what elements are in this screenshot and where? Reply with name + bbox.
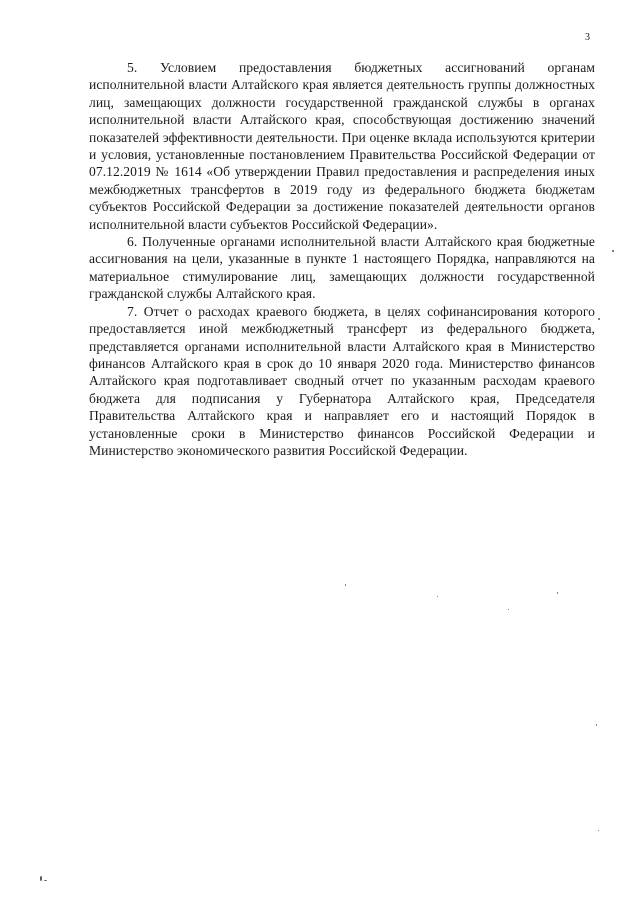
page-number: 3 [585,32,590,43]
scan-speck [598,318,600,320]
scan-speck [612,250,614,252]
scan-speck [598,830,599,831]
paragraph-5: 5. Условием предоставления бюджетных ассигнований органам исполнительной власти Алтайского края является деятельность группы должностных лиц, замещающих должности государственной гражданской службы в органах исполнительной власти Алтайского края, способствующая достижению значений показателей эффективности деятельности. При оценке вклада используются критерии и условия, установленные постановлением Правительства Российской Федерации от 07.12.2019 № 1614 «Об утверждении Правил предоставления и распределения иных межбюджетных трансфертов в 2019 году из федерального бюджета бюджетам субъектов Российской Федерации за достижение показателей деятельности органов исполнительной власти субъектов Российской Федерации». [89,60,595,232]
paragraph-6: 6. Полученные органами исполнительной власти Алтайского края бюджетные ассигнования на цели, указанные в пункте 1 настоящего Порядка, направляются на материальное стимулирование лиц, замещающих должности государственной гражданской службы Алтайского края. [89,234,595,302]
scan-speck [508,609,509,610]
paragraph-7: 7. Отчет о расходах краевого бюджета, в целях софинансирования которого предоставляется иной межбюджетный трансферт из федерального бюджета, представляется органами исполнительной власти Алтайского края в Министерство финансов Алтайского края в срок до 10 января 2020 года. Министерство финансов Алтайского края подготавливает сводный отчет по указанным расходам краевого бюджета для подписания у Губернатора Алтайского края, Председателя Правительства Алтайского края и направляет его и настоящий Порядок в установленные сроки в Министерство финансов Российской Федерации и Министерство экономического развития Российской Федерации. [89,303,595,458]
scan-speck [44,880,47,881]
scan-speck [437,596,438,597]
scan-speck [557,592,558,594]
document-body [89,59,595,459]
scan-speck [40,876,42,881]
scan-speck [345,584,346,586]
scan-speck [596,724,597,726]
